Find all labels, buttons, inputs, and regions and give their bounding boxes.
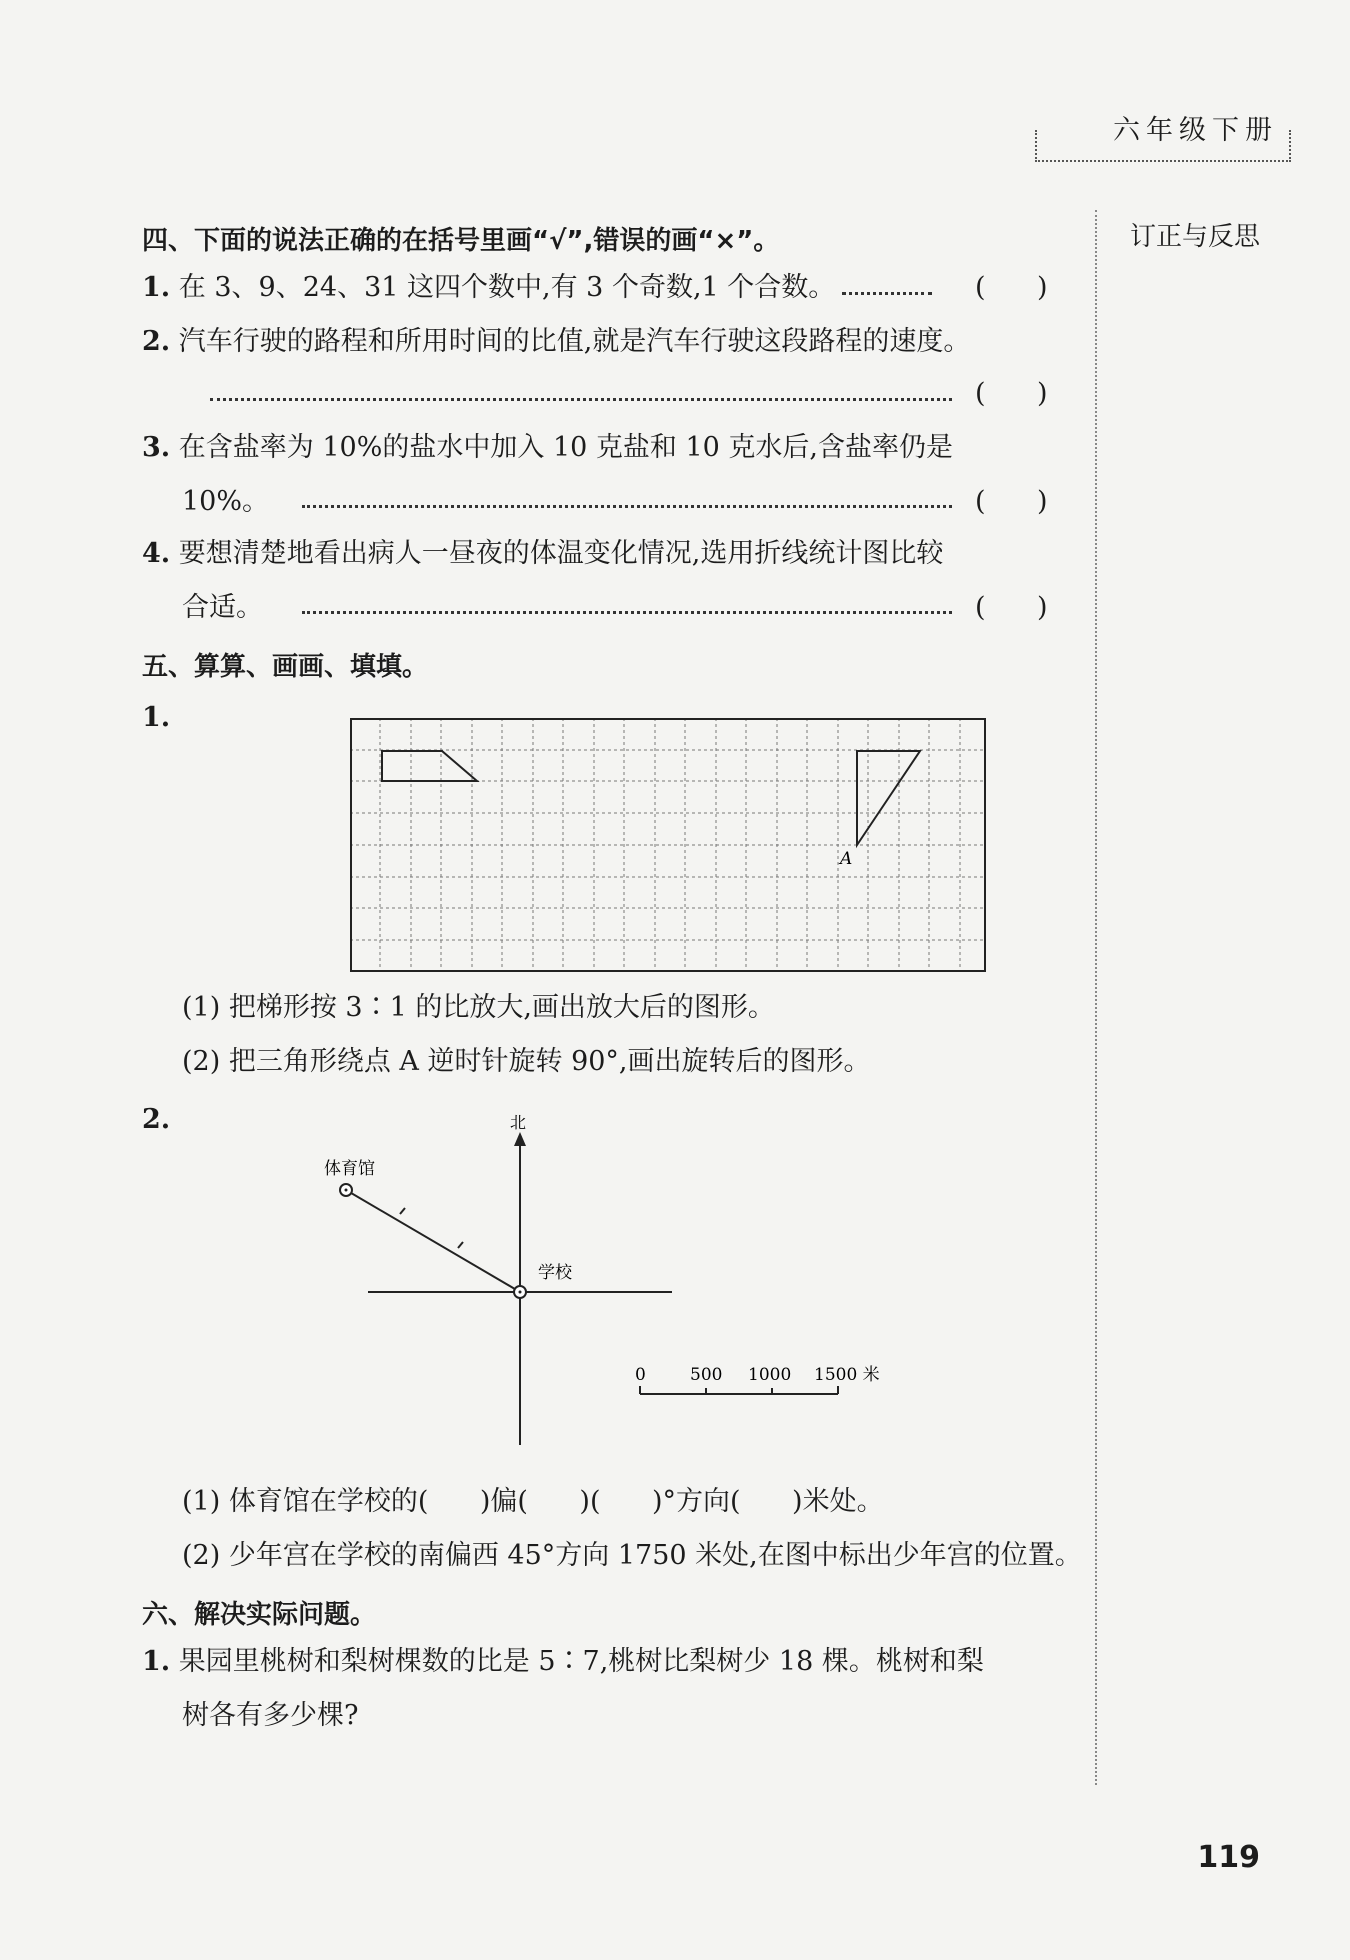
scale-label-1500: 1500 米 bbox=[814, 1365, 880, 1385]
q4-2-leader bbox=[210, 398, 952, 401]
direction-map bbox=[300, 1110, 900, 1460]
grid-lines bbox=[350, 718, 986, 972]
section-6-title: 六、解决实际问题。 bbox=[142, 1600, 377, 1630]
q4-3-leader bbox=[302, 505, 952, 508]
q5-2-num: 2. bbox=[142, 1104, 171, 1135]
scale-label-0: 0 bbox=[635, 1365, 646, 1385]
q4-3-num: 3. bbox=[142, 432, 171, 463]
q4-1-text: 在 3、9、24、31 这四个数中,有 3 个奇数,1 个合数。 bbox=[178, 272, 836, 303]
q5-1-sub1: (1) 把梯形按 3∶1 的比放大,画出放大后的图形。 bbox=[182, 992, 775, 1023]
trapezoid-shape bbox=[382, 751, 477, 781]
header-dotted-frame bbox=[1035, 130, 1291, 162]
q4-3-answer[interactable]: ( ) bbox=[975, 486, 1048, 517]
q4-1 bbox=[142, 272, 835, 304]
q4-1-num: 1. bbox=[142, 272, 171, 303]
q4-1-answer[interactable]: ( ) bbox=[975, 272, 1048, 303]
gym-line bbox=[346, 1190, 520, 1292]
scale-label-500: 500 bbox=[690, 1365, 723, 1385]
q4-4-leader bbox=[302, 611, 952, 614]
q4-4-answer[interactable]: ( ) bbox=[975, 592, 1048, 623]
scale-bar bbox=[635, 1365, 880, 1394]
margin-divider bbox=[1095, 210, 1097, 1785]
north-label: 北 bbox=[510, 1113, 527, 1132]
north-arrow-icon bbox=[514, 1132, 526, 1146]
gym-label: 体育馆 bbox=[324, 1159, 375, 1179]
q4-4-num: 4. bbox=[142, 538, 171, 569]
q4-3-text: 在含盐率为 10%的盐水中加入 10 克盐和 10 克水后,含盐率仍是 bbox=[178, 432, 953, 463]
point-a-label: A bbox=[840, 849, 853, 869]
grade-label: 六年级下册 bbox=[1113, 115, 1278, 146]
q4-3 bbox=[142, 432, 953, 464]
q4-4-line2: 合适。 bbox=[182, 592, 263, 623]
page-number: 119 bbox=[1197, 1840, 1260, 1875]
section-4-title: 四、下面的说法正确的在括号里画“√”,错误的画“×”。 bbox=[142, 226, 780, 256]
tick-mark bbox=[400, 1208, 405, 1214]
q5-1-sub2: (2) 把三角形绕点 A 逆时针旋转 90°,画出旋转后的图形。 bbox=[182, 1046, 871, 1077]
q5-1-num: 1. bbox=[142, 702, 171, 733]
q4-3-line2: 10%。 bbox=[182, 486, 270, 517]
scale-label-1000: 1000 bbox=[748, 1365, 792, 1385]
section-5-title: 五、算算、画画、填填。 bbox=[142, 652, 429, 682]
q6-1-text: 果园里桃树和梨树棵数的比是 5∶7,桃树比梨树少 18 棵。桃树和梨 bbox=[178, 1646, 984, 1677]
q4-4 bbox=[142, 538, 943, 570]
grid-figure bbox=[350, 718, 988, 974]
q4-1-leader bbox=[842, 292, 932, 295]
tick-mark bbox=[458, 1242, 463, 1248]
q4-2-text: 汽车行驶的路程和所用时间的比值,就是汽车行驶这段路程的速度。 bbox=[178, 326, 971, 357]
margin-title: 订正与反思 bbox=[1130, 222, 1261, 252]
q6-1 bbox=[142, 1646, 984, 1678]
q6-1-line2: 树各有多少棵? bbox=[182, 1700, 359, 1731]
q5-2-sub2: (2) 少年宫在学校的南偏西 45°方向 1750 米处,在图中标出少年宫的位置。 bbox=[182, 1540, 1082, 1571]
q4-2-num: 2. bbox=[142, 326, 171, 357]
q4-2 bbox=[142, 326, 970, 358]
q4-4-text: 要想清楚地看出病人一昼夜的体温变化情况,选用折线统计图比较 bbox=[178, 538, 944, 569]
q5-2-sub1: (1) 体育馆在学校的( )偏( )( )°方向( )米处。 bbox=[182, 1486, 884, 1517]
triangle-shape bbox=[857, 751, 920, 845]
school-label: 学校 bbox=[538, 1263, 572, 1283]
q6-1-num: 1. bbox=[142, 1646, 171, 1677]
q4-2-answer[interactable]: ( ) bbox=[975, 378, 1048, 409]
